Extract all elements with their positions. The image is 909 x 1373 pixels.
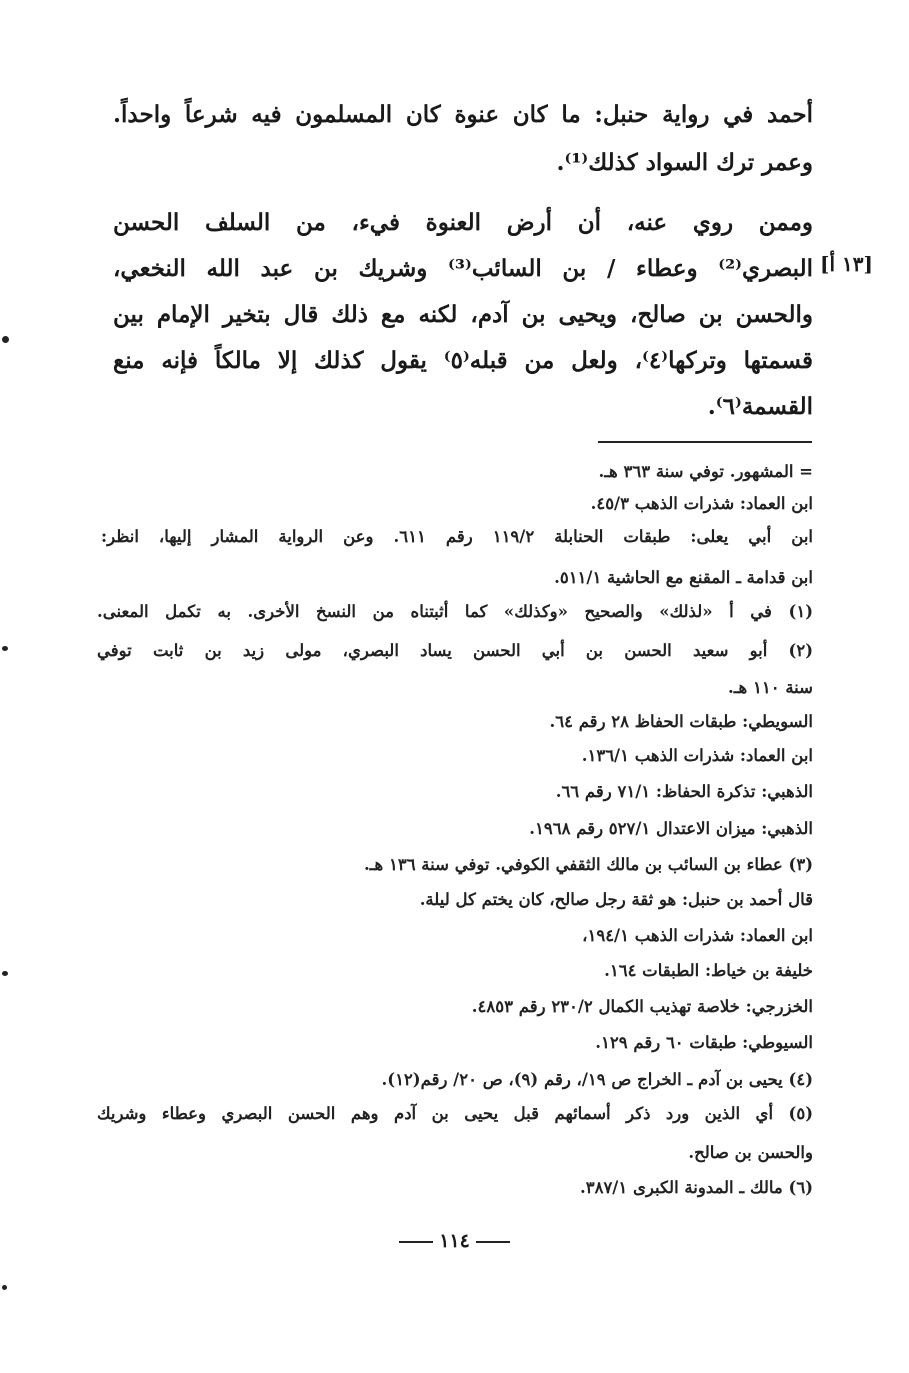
main-line-2: وعمر ترك السواد كذلك⁽¹⁾. (556, 149, 813, 176)
footnote-line-8: السويطي: طبقات الحفاظ ٢٨ رقم ٦٤. (549, 712, 813, 731)
footnote-line-5: (١) في أ «لذلك» والصحيح «وكذلك» كما أثبتناه من النسخ الأخرى. به تكمل المعنى. (97, 602, 813, 621)
footnote-line-13: قال أحمد بن حنبل: هو ثقة رجل صالح، كان يختم كل ليلة. (419, 890, 813, 909)
main-line-7: القسمة⁽٦⁾. (707, 393, 813, 420)
main-line-4: البصري⁽²⁾ وعطاء / بن السائب⁽³⁾ وشريك بن عبد الله النخعي، (113, 255, 813, 282)
scan-speck (2, 646, 8, 651)
footnote-line-19: (٥) أي الذين ورد ذكر أسمائهم قبل يحيى بن آدم وهم الحسن البصري وعطاء وشريك (97, 1104, 813, 1123)
footnote-line-12: (٣) عطاء بن السائب بن مالك الثقفي الكوفي. توفي سنة ١٣٦ هـ. (363, 855, 813, 874)
footnote-line-1: = المشهور. توفي سنة ٣٦٣ هـ. (598, 462, 813, 481)
footnote-line-14: ابن العماد: شذرات الذهب ١٩٤/١، (582, 926, 813, 945)
scan-speck (2, 336, 9, 343)
footnote-line-2: ابن العماد: شذرات الذهب ٤٥/٣. (590, 494, 813, 513)
footnote-line-15: خليفة بن خياط: الطبقات ١٦٤. (604, 961, 813, 980)
folio-dash-left (476, 1241, 510, 1243)
scan-speck (2, 1285, 7, 1290)
main-line-3: وممن روي عنه، أن أرض العنوة فيء، من السلف الحسن (113, 209, 813, 236)
manuscript-folio-marker: [١٣ أ] (820, 252, 873, 276)
main-line-5: والحسن بن صالح، ويحيى بن آدم، لكنه مع ذلك قال بتخير الإمام بين (113, 301, 813, 328)
footnote-line-16: الخزرجي: خلاصة تهذيب الكمال ٢٣٠/٢ رقم ٤٨٥٣. (471, 997, 813, 1016)
scan-speck (2, 971, 8, 976)
footnote-separator (598, 441, 812, 443)
footnote-line-20: والحسن بن صالح. (688, 1143, 813, 1162)
footnote-line-7: سنة ١١٠ هـ. (727, 678, 813, 697)
main-line-1: أحمد في رواية حنبل: ما كان عنوة كان المسلمون فيه شرعاً واحداً. (113, 101, 813, 128)
page-number (0, 1230, 909, 1252)
footnote-line-18: (٤) يحيى بن آدم ـ الخراج ص ١٩/، رقم (٩)، ص ٢٠/ رقم(١٢). (381, 1070, 813, 1089)
footnote-line-9: ابن العماد: شذرات الذهب ١٣٦/١. (581, 746, 813, 765)
main-line-6: قسمتها وتركها⁽٤⁾، ولعل من قبله⁽٥⁾ يقول كذلك إلا مالكاً فإنه منع (113, 347, 814, 374)
footnote-line-11: الذهبي: ميزان الاعتدال ٥٢٧/١ رقم ١٩٦٨. (529, 819, 813, 838)
page-number-text: ١١٤ (439, 1230, 470, 1252)
footnote-line-10: الذهبي: تذكرة الحفاظ: ٧١/١ رقم ٦٦. (555, 782, 813, 801)
folio-dash-right (399, 1241, 433, 1243)
footnote-line-3: ابن أبي يعلى: طبقات الحنابلة ١١٩/٢ رقم ٦١١. وعن الرواية المشار إليها، انظر: (101, 527, 813, 546)
footnote-line-4: ابن قدامة ـ المقنع مع الحاشية ٥١١/١. (554, 568, 813, 587)
footnote-line-6: (٢) أبو سعيد الحسن بن أبي الحسن يساد البصري، مولى زيد بن ثابت توفي (97, 641, 813, 660)
footnote-line-17: السيوطي: طبقات ٦٠ رقم ١٢٩. (595, 1033, 813, 1052)
footnote-line-21: (٦) مالك ـ المدونة الكبرى ٣٨٧/١. (579, 1178, 813, 1197)
